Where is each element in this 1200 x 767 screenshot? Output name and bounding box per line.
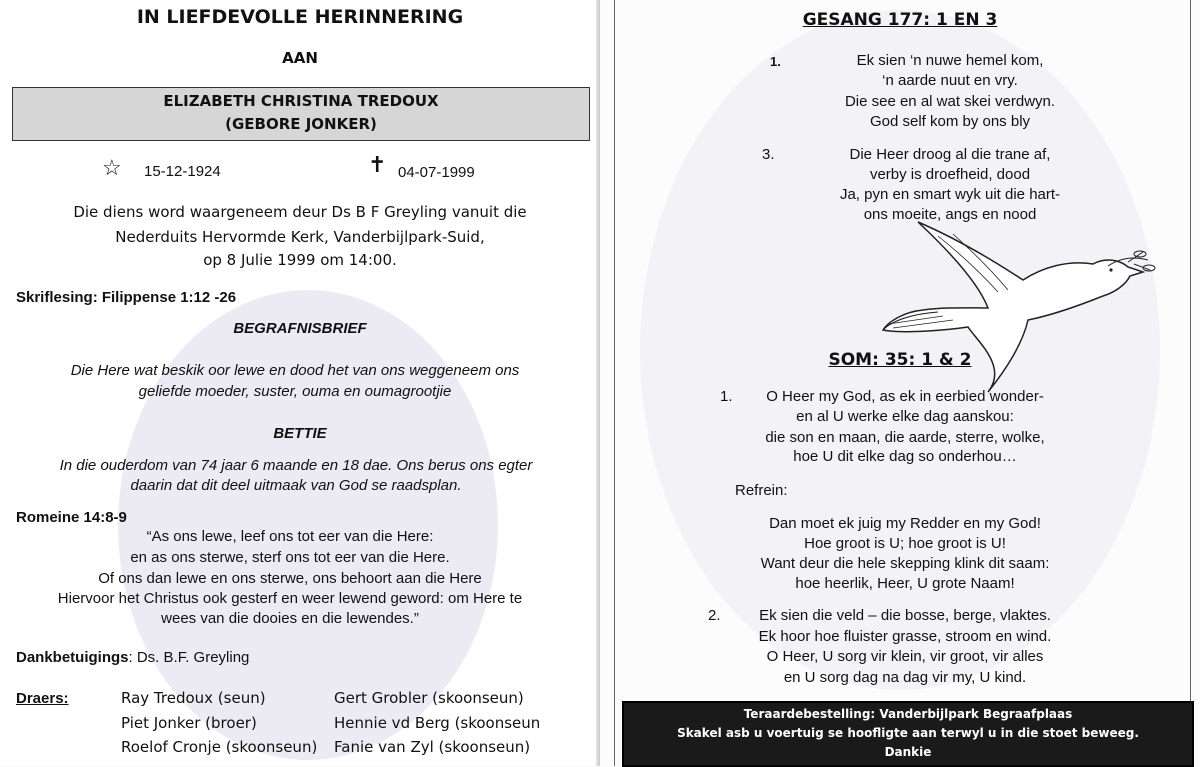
verse-line: verby is droefheid, dood [869, 166, 1031, 183]
verse-number: 3. [762, 146, 775, 163]
name-box [12, 87, 590, 141]
thanks-label: Dankbetuigings [16, 649, 129, 666]
refrain-label: Refrein: [735, 482, 788, 499]
verse-line: Die see en al wat skei verdwyn. [844, 93, 1056, 110]
romans-line: en as ons sterwe, sterf ons tot eer van die Here. [130, 549, 450, 566]
verse-number: 2. [708, 607, 721, 624]
verse-line: Die Heer droog al die trane af, [849, 146, 1051, 163]
headlights-notice: Skakel asb u voertuig se hoofligte aan terwyl u in die stoet beweeg. [677, 726, 1139, 740]
burial-letter-title: BEGRAFNISBRIEF [233, 320, 367, 337]
aan-label: AAN [282, 49, 318, 67]
right-page [600, 0, 1200, 766]
bearer-name: Hennie vd Berg (skoonseun [334, 714, 541, 732]
star-icon: ☆ [102, 155, 122, 180]
verse-line: God self kom by ons bly [869, 113, 1031, 130]
refrain-line: Hoe groot is U; hoe groot is U! [804, 535, 1006, 552]
service-line: Die diens word waargeneem deur Ds B F Greyling vanuit die [73, 203, 527, 221]
thanks-line [16, 649, 249, 666]
service-line: op 8 Julie 1999 om 14:00. [203, 251, 397, 269]
psalm-line: O Heer my God, as ek in eerbied wonder- [766, 388, 1044, 405]
funeral-notice-footer [622, 701, 1194, 767]
psalm-line: en U sorg dag na dag vir my, U kind. [783, 669, 1027, 686]
romans-line: Of ons dan lewe en ons sterwe, ons behoort aan die Here [98, 570, 482, 587]
bearer-name: Roelof Cronje (skoonseun) [121, 738, 318, 756]
service-line: Nederduits Hervormde Kerk, Vanderbijlpark-Suid, [115, 228, 485, 246]
scripture-reading: Skriflesing: Filippense 1:12 -26 [16, 289, 237, 306]
nickname: BETTIE [273, 425, 327, 442]
psalm-title: SOM: 35: 1 & 2 [828, 350, 972, 370]
psalm-line: Ek hoor hoe fluister grasse, stroom en wind. [758, 628, 1052, 645]
page-border-line [614, 0, 615, 766]
romans-line: “As ons lewe, leef ons tot eer van die Here: [146, 528, 434, 545]
birth-date: 15-12-1924 [144, 163, 221, 180]
refrain-line: Want deur die hele skepping klink dit saam: [760, 555, 1050, 572]
hymn-title: GESANG 177: 1 EN 3 [802, 10, 998, 30]
burial-letter-line: geliefde moeder, suster, ouma en oumagrootjie [138, 383, 452, 400]
verse-line: Ja, pyn en smart wyk uit die hart- [839, 186, 1061, 203]
psalm-line: hoe U dit elke dag so onderhou… [793, 448, 1017, 465]
verse-number: 1. [770, 54, 781, 69]
thank-you: Dankie [884, 745, 932, 759]
maiden-name: (GEBORE JONKER) [225, 115, 377, 133]
romans-reference: Romeine 14:8-9 [16, 509, 127, 526]
bearer-name: Piet Jonker (broer) [121, 714, 257, 732]
memorial-heading: IN LIEFDEVOLLE HERINNERING [136, 6, 464, 28]
refrain-line: hoe heerlik, Heer, U grote Naam! [795, 575, 1015, 592]
left-page [0, 0, 600, 766]
verse-number: 1. [720, 388, 733, 405]
death-date: 04-07-1999 [398, 164, 475, 181]
verse-line: ons moeite, angs en nood [863, 206, 1037, 223]
bearer-name: Ray Tredoux (seun) [121, 689, 266, 707]
cross-icon: ✝ [368, 152, 387, 177]
verse-line: Ek sien ‘n nuwe hemel kom, [856, 52, 1044, 69]
thanks-value: : Ds. B.F. Greyling [128, 649, 250, 666]
psalm-line: O Heer, U sorg vir klein, vir groot, vir alles [766, 648, 1044, 665]
psalm-line: en al U werke elke dag aanskou: [796, 408, 1014, 425]
dove-illustration [858, 212, 1158, 402]
age-line: In die ouderdom van 74 jaar 6 maande en 18 dae. Ons berus ons egter [59, 457, 533, 474]
refrain-line: Dan moet ek juig my Redder en my God! [769, 515, 1041, 532]
deceased-name: ELIZABETH CHRISTINA TREDOUX [163, 92, 439, 110]
page-border-line [1190, 0, 1191, 766]
burial-letter-line: Die Here wat beskik oor lewe en dood het van ons weggeneem ons [70, 362, 520, 379]
psalm-line: die son en maan, die aarde, sterre, wolke, [765, 429, 1045, 446]
verse-line: ‘n aarde nuut en vry. [882, 72, 1018, 89]
age-line: daarin dat dit deel uitmaak van God se raadsplan. [130, 477, 462, 494]
romans-line: wees van die dooies en die lewendes.” [161, 610, 419, 627]
bearers-label: Draers: [16, 690, 69, 707]
psalm-line: Ek sien die veld – die bosse, berge, vlaktes. [759, 607, 1051, 624]
bearer-name: Fanie van Zyl (skoonseun) [334, 738, 531, 756]
bearer-name: Gert Grobler (skoonseun) [334, 689, 524, 707]
romans-line: Hiervoor het Christus ook gesterf en weer lewend geword: om Here te [57, 590, 523, 607]
burial-location: Teraardebestelling: Vanderbijlpark Begraafplaas [743, 707, 1073, 721]
